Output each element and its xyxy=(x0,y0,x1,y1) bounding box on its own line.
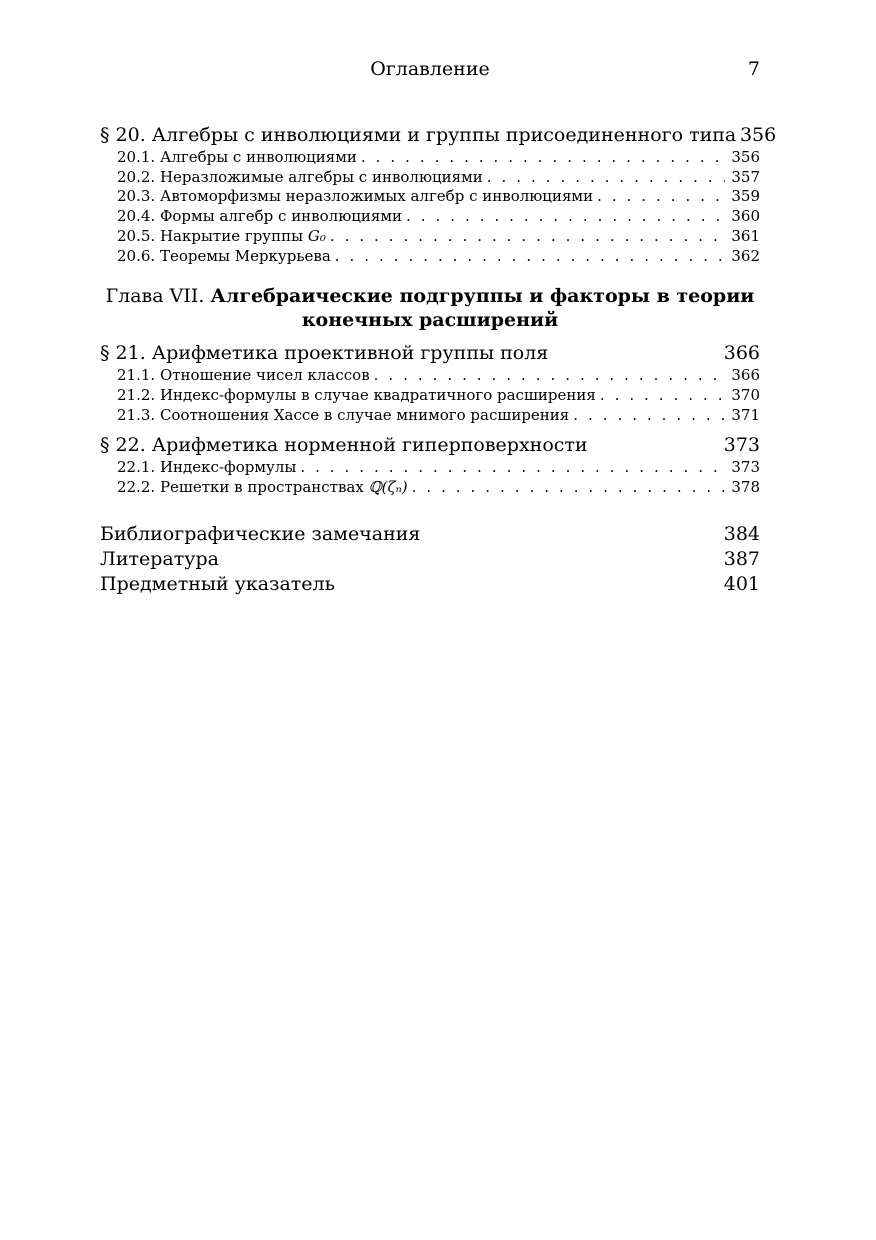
subsection-title: Формы алгебр с инволюциями xyxy=(159,207,403,226)
subsection-page: 371 xyxy=(731,405,760,424)
subsection-label xyxy=(117,458,296,478)
subsection-title: Накрытие группы xyxy=(159,226,304,245)
dot-leader xyxy=(300,458,725,478)
section-page: 366 xyxy=(723,342,760,365)
toc-subsection-entry[interactable] xyxy=(100,187,760,207)
dot-leader xyxy=(597,187,725,207)
math-symbol: ℚ(ζₙ) xyxy=(368,478,408,497)
math-symbol: G₀ xyxy=(307,226,326,245)
chapter-title-line2: конечных расширений xyxy=(301,309,559,332)
chapter-line-1 xyxy=(100,284,760,308)
toc-backmatter-entry[interactable] xyxy=(100,547,760,572)
subsection-number: 20.1. xyxy=(117,148,156,166)
subsection-page: 373 xyxy=(731,458,760,477)
subsection-number: 22.1. xyxy=(117,458,156,477)
subsection-label xyxy=(117,168,483,188)
toc-subsection-entry[interactable] xyxy=(100,458,760,478)
back-matter xyxy=(100,522,760,597)
subsection-number: 20.3. xyxy=(117,187,156,206)
section-title: Арифметика норменной гиперповерхности xyxy=(151,434,588,457)
subsection-title: Индекс-формулы xyxy=(159,458,297,477)
backmatter-title: Библиографические замечания xyxy=(100,522,421,545)
subsection-number: 20.5. xyxy=(117,226,156,245)
subsection-title: Отношение чисел классов xyxy=(159,366,370,385)
toc-subsection-entry[interactable] xyxy=(100,227,760,247)
toc-subsection-entry[interactable] xyxy=(100,247,760,267)
chapter-title-line1: Алгебраические подгруппы и факторы в теории xyxy=(210,285,755,308)
dot-leader xyxy=(330,227,726,247)
toc-subsection-entry[interactable] xyxy=(100,207,760,227)
subsection-label xyxy=(117,187,593,207)
subsection-label xyxy=(117,386,596,406)
toc-section-group xyxy=(100,340,760,425)
dot-leader xyxy=(361,148,725,168)
subsection-title: Соотношения Хассе в случае мнимого расширения xyxy=(159,405,570,424)
dot-leader xyxy=(487,168,726,188)
subsection-page: 357 xyxy=(731,167,760,186)
dot-leader xyxy=(335,247,726,267)
subsection-label xyxy=(117,366,370,386)
subsection-label xyxy=(117,207,402,227)
subsection-number: 20.6. xyxy=(117,246,156,265)
section-label xyxy=(100,340,548,366)
section-number: § 22. xyxy=(100,434,146,457)
subsection-number: 21.3. xyxy=(117,405,156,424)
subsection-label xyxy=(117,478,408,498)
section-number: § 21. xyxy=(100,342,146,365)
subsection-page: 366 xyxy=(731,366,760,385)
subsection-title: Автоморфизмы неразложимых алгебр с инволюциями xyxy=(159,187,594,206)
running-title: Оглавление xyxy=(370,58,490,80)
toc-section-group xyxy=(100,432,760,497)
toc-subsection-entry[interactable] xyxy=(100,406,760,426)
toc-subsection-entry[interactable] xyxy=(100,386,760,406)
toc-section-entry[interactable] xyxy=(100,122,777,148)
subsection-page: 356 xyxy=(731,148,760,166)
backmatter-page: 401 xyxy=(723,572,760,595)
chapter-heading[interactable] xyxy=(100,284,760,332)
toc-section-group xyxy=(100,122,777,266)
toc-subsection-entry[interactable] xyxy=(100,148,760,168)
toc-subsection-entry[interactable] xyxy=(100,478,760,498)
section-page: 356 xyxy=(739,124,777,146)
backmatter-title: Литература xyxy=(100,547,219,570)
section-title: Арифметика проективной группы поля xyxy=(151,342,549,365)
subsection-title: Теоремы Меркурьева xyxy=(159,246,331,265)
table-of-contents xyxy=(100,122,777,597)
subsection-label xyxy=(117,247,331,267)
subsection-number: 21.2. xyxy=(117,385,156,404)
subsection-page: 361 xyxy=(731,226,760,245)
subsection-page: 362 xyxy=(731,246,760,265)
section-number: § 20. xyxy=(100,124,146,146)
subsection-page: 360 xyxy=(731,207,760,226)
subsection-page: 370 xyxy=(731,385,760,404)
subsection-number: 21.1. xyxy=(117,366,156,385)
section-label xyxy=(100,122,736,148)
section-page: 373 xyxy=(723,434,760,457)
page-number: 7 xyxy=(747,58,760,80)
dot-leader xyxy=(573,406,725,426)
subsection-title: Алгебры с инволюциями xyxy=(159,148,357,166)
toc-backmatter-entry[interactable] xyxy=(100,572,760,597)
subsection-number: 20.4. xyxy=(117,207,156,226)
subsection-number: 22.2. xyxy=(117,478,156,497)
toc-backmatter-entry[interactable] xyxy=(100,522,760,547)
subsection-page: 378 xyxy=(731,478,760,497)
subsection-label xyxy=(117,148,357,168)
subsection-title: Решетки в пространствах xyxy=(159,478,364,497)
subsection-title: Неразложимые алгебры с инволюциями xyxy=(159,167,483,186)
subsection-number: 20.2. xyxy=(117,167,156,186)
toc-subsection-entry[interactable] xyxy=(100,366,760,386)
backmatter-page: 384 xyxy=(723,522,760,545)
dot-leader xyxy=(406,207,725,227)
toc-section-entry[interactable] xyxy=(100,340,760,366)
subsection-title: Индекс-формулы в случае квадратичного расширения xyxy=(159,385,596,404)
toc-subsection-entry[interactable] xyxy=(100,168,760,188)
backmatter-title: Предметный указатель xyxy=(100,572,335,595)
chapter-prefix: Глава VII. xyxy=(105,285,205,308)
subsection-label xyxy=(117,406,569,426)
subsection-label xyxy=(117,227,326,247)
subsection-page: 359 xyxy=(731,187,760,206)
dot-leader xyxy=(600,386,726,406)
backmatter-page: 387 xyxy=(723,547,760,570)
dot-leader xyxy=(374,366,726,386)
toc-section-entry[interactable] xyxy=(100,432,760,458)
section-title: Алгебры с инволюциями и группы присоединенного типа xyxy=(151,124,737,146)
section-label xyxy=(100,432,588,458)
dot-leader xyxy=(412,478,726,498)
